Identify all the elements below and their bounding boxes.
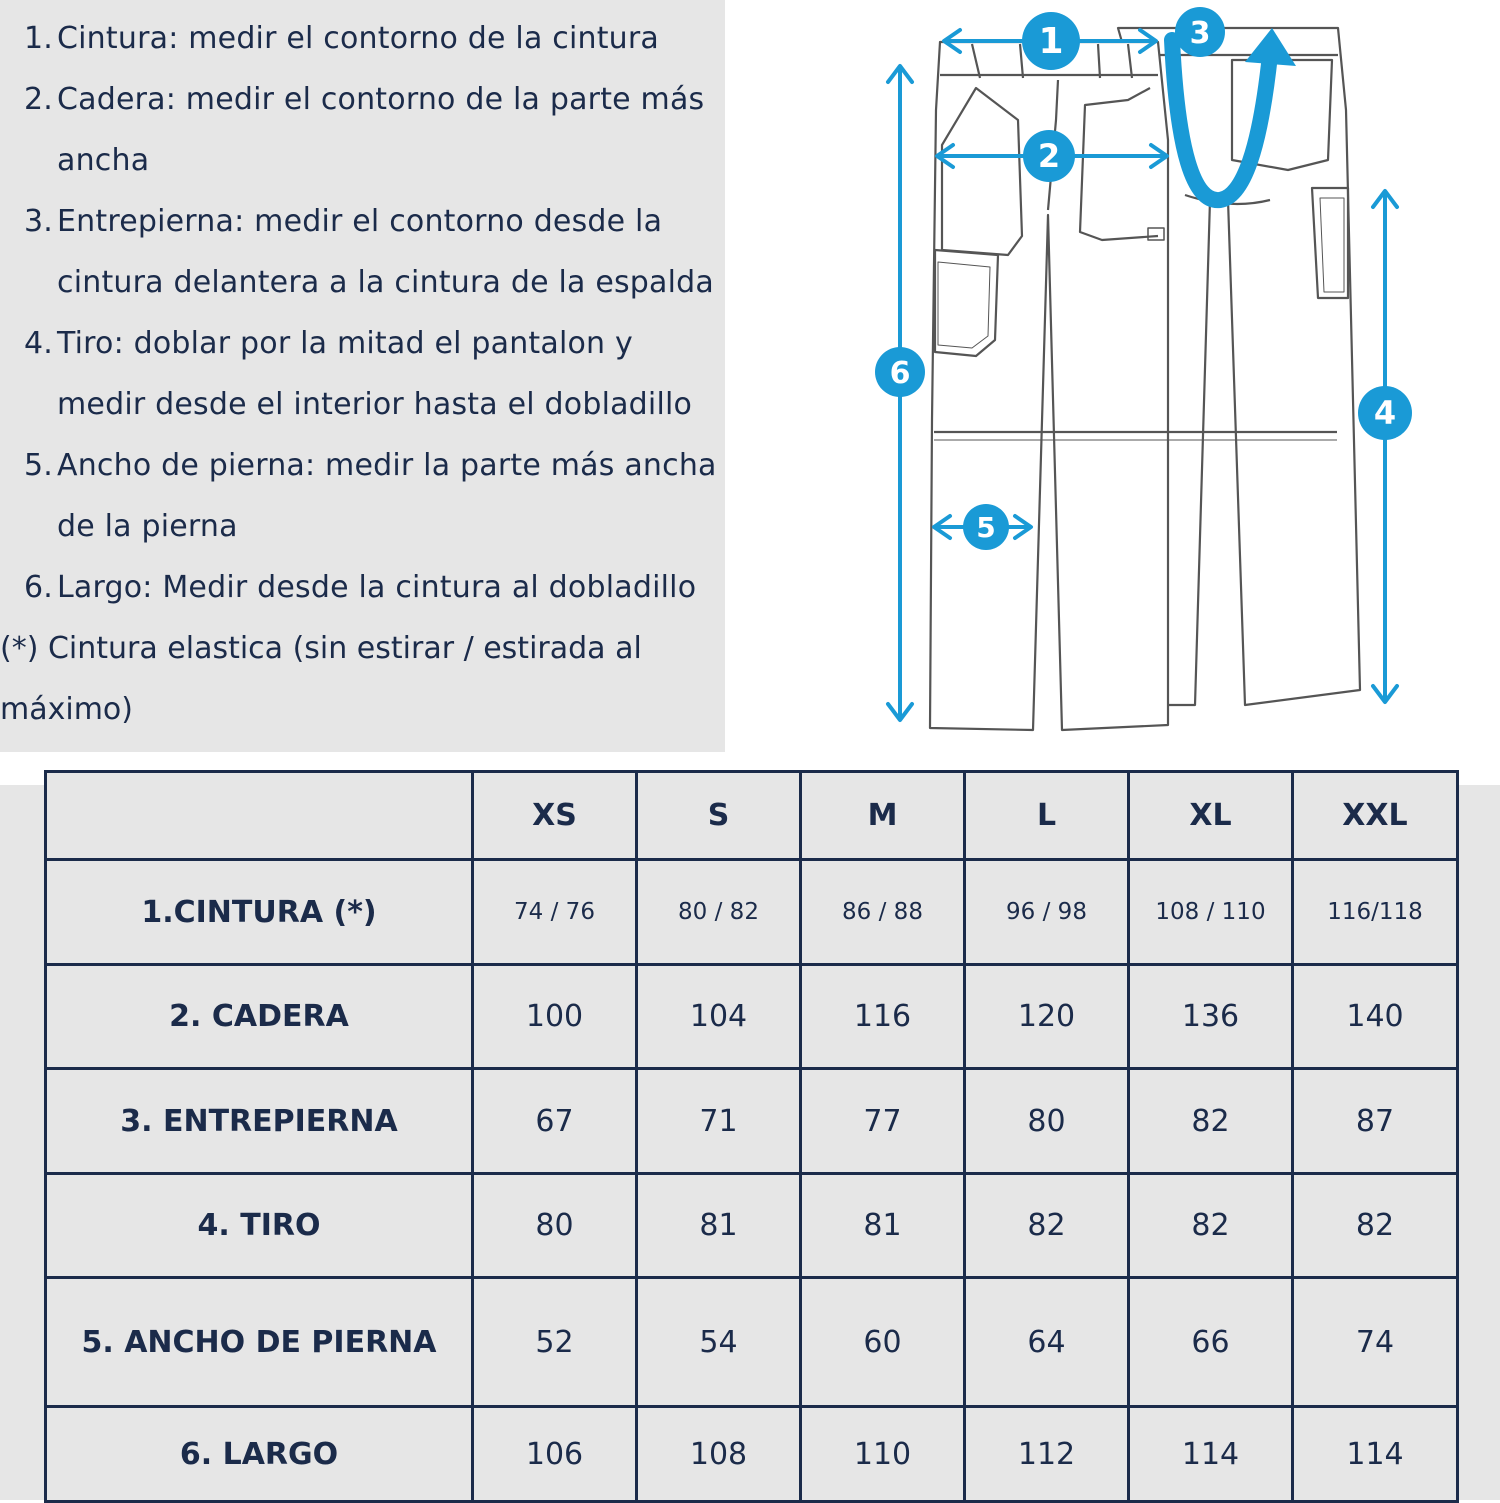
marker-4-icon bbox=[1358, 386, 1412, 440]
table-cell: 71 bbox=[637, 1069, 801, 1174]
table-cell: 108 bbox=[637, 1407, 801, 1502]
table-cell: 82 bbox=[1293, 1174, 1458, 1278]
header-cell-empty bbox=[46, 772, 473, 860]
table-cell: 74 bbox=[1293, 1278, 1458, 1407]
table-cell: 112 bbox=[965, 1407, 1129, 1502]
table-cell: 136 bbox=[1129, 965, 1293, 1069]
instruction-text: Ancho de pierna: medir la parte más ancha de la pierna bbox=[57, 448, 717, 544]
size-chart-table bbox=[44, 770, 1459, 1503]
header-size-s: S bbox=[637, 772, 801, 860]
row-label-crotch: 3. ENTREPIERNA bbox=[46, 1069, 473, 1174]
marker-5-label: 5 bbox=[976, 511, 996, 544]
elastic-waist-note: (*) Cintura elastica (sin estirar / estirada al máximo) bbox=[0, 631, 642, 727]
instruction-list bbox=[0, 8, 725, 618]
instruction-text: Entrepierna: medir el contorno desde la cintura delantera a la cintura de la espalda bbox=[57, 204, 714, 300]
table-cell: 60 bbox=[801, 1278, 965, 1407]
marker-2-label: 2 bbox=[1037, 137, 1061, 175]
marker-5-icon bbox=[963, 504, 1009, 550]
table-cell: 80 / 82 bbox=[637, 860, 801, 965]
instruction-item-inseam bbox=[0, 313, 725, 435]
instruction-text: Cintura: medir el contorno de la cintura bbox=[57, 21, 660, 56]
header-size-xs: XS bbox=[473, 772, 637, 860]
row-label-inseam: 4. TIRO bbox=[46, 1174, 473, 1278]
table-cell: 114 bbox=[1293, 1407, 1458, 1502]
table-cell: 110 bbox=[801, 1407, 965, 1502]
instruction-item-waist bbox=[0, 8, 725, 69]
table-header-row bbox=[46, 772, 1458, 860]
instruction-item-hip bbox=[0, 69, 725, 191]
table-cell: 52 bbox=[473, 1278, 637, 1407]
table-cell: 77 bbox=[801, 1069, 965, 1174]
instruction-number: 1. bbox=[24, 21, 54, 56]
row-label-length: 6. LARGO bbox=[46, 1407, 473, 1502]
marker-1-label: 1 bbox=[1038, 21, 1064, 62]
table-row bbox=[46, 1069, 1458, 1174]
table-cell: 82 bbox=[1129, 1174, 1293, 1278]
header-size-m: M bbox=[801, 772, 965, 860]
marker-3-label: 3 bbox=[1189, 16, 1211, 51]
table-row bbox=[46, 860, 1458, 965]
marker-2-icon bbox=[1023, 130, 1075, 182]
table-cell: 96 / 98 bbox=[965, 860, 1129, 965]
instruction-text: Cadera: medir el contorno de la parte más ancha bbox=[57, 82, 705, 178]
table-cell: 116/118 bbox=[1293, 860, 1458, 965]
table-cell: 82 bbox=[965, 1174, 1129, 1278]
table-cell: 80 bbox=[473, 1174, 637, 1278]
table-row bbox=[46, 1174, 1458, 1278]
table-cell: 106 bbox=[473, 1407, 637, 1502]
table-row bbox=[46, 1407, 1458, 1502]
marker-4-label: 4 bbox=[1373, 394, 1397, 432]
table-cell: 86 / 88 bbox=[801, 860, 965, 965]
table-row bbox=[46, 1278, 1458, 1407]
table-cell: 64 bbox=[965, 1278, 1129, 1407]
header-size-l: L bbox=[965, 772, 1129, 860]
table-cell: 114 bbox=[1129, 1407, 1293, 1502]
instruction-item-leg-width bbox=[0, 435, 725, 557]
table-row bbox=[46, 965, 1458, 1069]
row-label-hip: 2. CADERA bbox=[46, 965, 473, 1069]
table-cell: 140 bbox=[1293, 965, 1458, 1069]
table-cell: 104 bbox=[637, 965, 801, 1069]
instruction-number: 6. bbox=[24, 570, 54, 605]
table-cell: 80 bbox=[965, 1069, 1129, 1174]
table-cell: 116 bbox=[801, 965, 965, 1069]
marker-6-icon bbox=[875, 347, 925, 397]
instruction-number: 2. bbox=[24, 82, 54, 117]
pants-drawing bbox=[930, 28, 1360, 730]
instruction-text: Largo: Medir desde la cintura al dobladillo bbox=[57, 570, 697, 605]
table-cell: 87 bbox=[1293, 1069, 1458, 1174]
row-label-leg-width: 5. ANCHO DE PIERNA bbox=[46, 1278, 473, 1407]
instruction-item-crotch bbox=[0, 191, 725, 313]
marker-1-icon bbox=[1022, 12, 1080, 70]
marker-6-label: 6 bbox=[889, 356, 911, 391]
table-cell: 81 bbox=[801, 1174, 965, 1278]
table-cell: 74 / 76 bbox=[473, 860, 637, 965]
instruction-item-length bbox=[0, 557, 725, 618]
instruction-number: 4. bbox=[24, 326, 54, 361]
table-cell: 82 bbox=[1129, 1069, 1293, 1174]
instruction-number: 3. bbox=[24, 204, 54, 239]
table-cell: 81 bbox=[637, 1174, 801, 1278]
table-cell: 66 bbox=[1129, 1278, 1293, 1407]
instruction-number: 5. bbox=[24, 448, 54, 483]
header-size-xl: XL bbox=[1129, 772, 1293, 860]
marker-3-icon bbox=[1175, 7, 1225, 57]
row-label-waist: 1.CINTURA (*) bbox=[46, 860, 473, 965]
instruction-text: Tiro: doblar por la mitad el pantalon y medir desde el interior hasta el dobladillo bbox=[57, 326, 693, 422]
table-cell: 54 bbox=[637, 1278, 801, 1407]
measurement-instructions bbox=[0, 0, 725, 752]
table-cell: 100 bbox=[473, 965, 637, 1069]
header-size-xxl: XXL bbox=[1293, 772, 1458, 860]
table-cell: 67 bbox=[473, 1069, 637, 1174]
table-cell: 120 bbox=[965, 965, 1129, 1069]
pants-measurement-diagram bbox=[740, 0, 1500, 752]
table-cell: 108 / 110 bbox=[1129, 860, 1293, 965]
